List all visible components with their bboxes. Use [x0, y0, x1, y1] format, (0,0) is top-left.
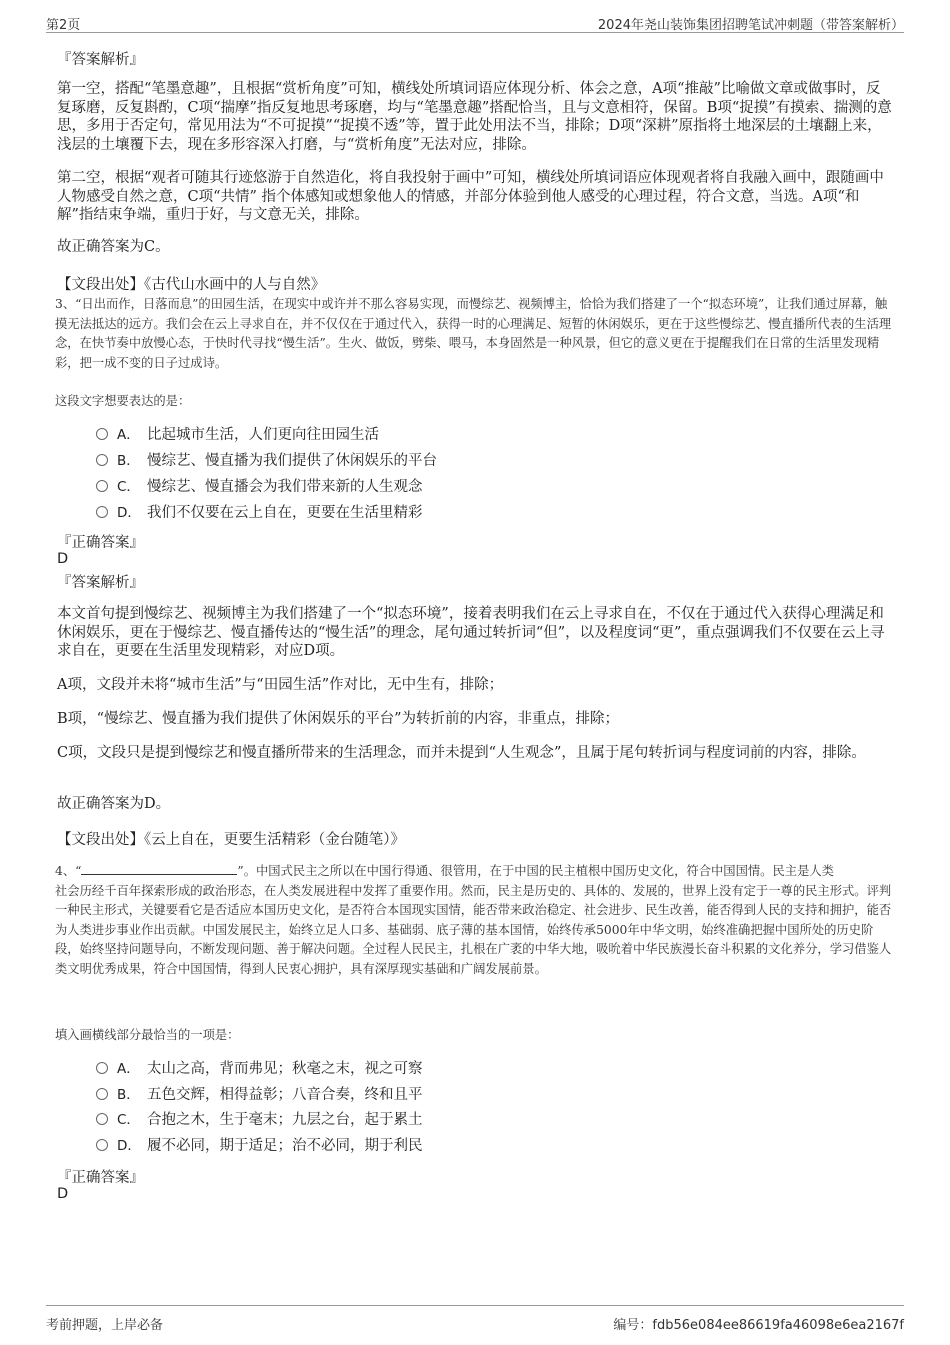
option-letter: A． [117, 427, 140, 443]
option-letter: D． [117, 505, 141, 521]
option-letter: D． [117, 1138, 141, 1154]
source-citation: 【文段出处】《云上自在，更要生活精彩（金台随笔）》 [57, 832, 405, 848]
option-c[interactable] [96, 477, 423, 497]
radio-icon[interactable] [96, 454, 108, 466]
analysis-tag: 『答案解析』 [57, 52, 144, 68]
stem-prefix: 4、“ [55, 864, 82, 878]
document-id: 编号：fdb56e084ee86619fa46098e6ea2167f [613, 1318, 904, 1333]
analysis-paragraph: 第二空，根据“观者可随其行迹悠游于自然造化，将自我投射于画中”可知，横线处所填词语应体现观者将自我融入画中，跟随画中人物感受自然之意，C项“共情” 指个体感知或想象他人的情感，并部分体验到他人感受的心理过程，符合文意，当选。A项“和解”指结束争端，重归于好，与文意无关，排除。 [57, 170, 884, 223]
option-text: 履不必同，期于适足；治不必同，期于利民 [147, 1138, 423, 1154]
analysis-paragraph: C项，文段只是提到慢综艺和慢直播所带来的生活理念，而并未提到“人生观念”，且属于尾句转折词与程度词前的内容，排除。 [57, 745, 866, 761]
radio-icon[interactable] [96, 480, 108, 492]
option-text: 慢综艺、慢直播会为我们带来新的人生观念 [147, 479, 423, 495]
option-text: 太山之高，背而弗见；秋毫之末，视之可察 [147, 1061, 423, 1077]
option-letter: C． [117, 479, 140, 495]
option-text: 慢综艺、慢直播为我们提供了休闲娱乐的平台 [147, 453, 437, 469]
option-d[interactable] [96, 1136, 423, 1156]
option-letter: B． [117, 1087, 140, 1103]
option-letter: A． [117, 1061, 140, 1077]
option-letter: C． [117, 1112, 140, 1128]
radio-icon[interactable] [96, 1139, 108, 1151]
option-text: 我们不仅要在云上自在，更要在生活里精彩 [147, 505, 423, 521]
option-letter: B． [117, 453, 140, 469]
fill-blank [81, 862, 237, 875]
option-text: 五色交辉，相得益彰；八音合奏，终和且平 [147, 1087, 423, 1103]
stem-first-line: ”。中国式民主之所以在中国行得通、很管用，在于中国的民主植根中国历史文化，符合中国国情。民主是人类 [237, 864, 834, 878]
radio-icon[interactable] [96, 428, 108, 440]
stem-body: 社会历经千百年探索形成的政治形态，在人类发展进程中发挥了重要作用。然而，民主是历史的、具体的、发展的，世界上没有定于一尊的民主形式。评判一种民主形式，关键要看它是否适应本国历史文化，是否符合本国现实国情，能否带来政治稳定、社会进步、民生改善，能否得到人民的支持和拥护，能否为人类进步事业作出贡献。中国发展民主，始终立足人口多、基础弱、底子薄的基本国情，始终传承5000年中华文明，始终准确把握中国所处的历史阶段，始终坚持问题导向，不断发现问题、善于解决问题。全过程人民民主，扎根在广袤的中华大地，吸吮着中华民族漫长奋斗积累的文化养分，学习借鉴人类文明优秀成果，符合中国国情，得到人民衷心拥护，具有深厚现实基础和广阔发展前景。 [55, 883, 892, 976]
source-citation: 【文段出处】《古代山水画中的人与自然》 [57, 277, 326, 293]
question-stem [55, 862, 897, 979]
analysis-tag: 『答案解析』 [57, 575, 144, 591]
analysis-paragraph: 第一空，搭配“笔墨意趣”，且根据“赏析角度”可知，横线处所填词语应体现分析、体会之意，A项“推敲”比喻做文章或做事时，反复琢磨，反复斟酌，C项“揣摩”指反复地思考琢磨，均与“笔墨意趣”搭配恰当，且与文意相符，保留。B项“捉摸”有摸索、揣测的意思，多用于否定句，常见用法为“不可捉摸”“捉摸不透”等，置于此处用法不当，排除；D项“深耕”原指将土地深层的土壤翻上来，浅层的土壤覆下去，现在多形容深入打磨，与“赏析角度”无法对应，排除。 [57, 81, 892, 153]
option-text: 合抱之木，生于毫末；九层之台，起于累土 [147, 1112, 423, 1128]
document-title: 2024年尧山装饰集团招聘笔试冲刺题（带答案解析） [597, 18, 904, 33]
radio-icon[interactable] [96, 1088, 108, 1100]
question-prompt: 填入画横线部分最恰当的一项是： [55, 1028, 240, 1042]
radio-icon[interactable] [96, 506, 108, 518]
radio-icon[interactable] [96, 1062, 108, 1074]
option-a[interactable] [96, 1059, 423, 1079]
option-b[interactable] [96, 451, 437, 471]
page-number: 第2页 [46, 18, 81, 33]
option-b[interactable] [96, 1085, 423, 1105]
question-prompt: 这段文字想要表达的是： [55, 394, 191, 408]
answer-tag: 『正确答案』 [57, 535, 144, 551]
analysis-paragraph: 本文首句提到慢综艺、视频博主为我们搭建了一个“拟态环境”，接着表明我们在云上寻求自在，不仅在于通过代入获得心理满足和休闲娱乐，更在于慢综艺、慢直播传达的“慢生活”的理念，尾句通过转折词“但”，以及程度词“更”，重点强调我们不仅要在云上寻求自在，更要在生活里发现精彩，对应D项。 [57, 606, 885, 659]
analysis-paragraph: A项，文段并未将“城市生活”与“田园生活”作对比，无中生有，排除； [57, 677, 504, 693]
footer-slogan: 考前押题，上岸必备 [46, 1318, 164, 1333]
option-a[interactable] [96, 425, 379, 445]
conclusion: 故正确答案为C。 [57, 239, 170, 255]
answer-tag: 『正确答案』 [57, 1170, 144, 1186]
page-header [46, 10, 904, 33]
question-stem: 3、“日出而作，日落而息”的田园生活，在现实中或许并不那么容易实现，而慢综艺、视频博主，恰恰为我们搭建了一个“拟态环境”，让我们通过屏幕，触摸无法抵达的远方。我们会在云上寻求自在，并不仅仅在于通过代入，获得一时的心理满足、短暂的休闲娱乐，更在于这些慢综艺、慢直播所代表的生活理念，在快节奏中放慢心态，于快时代寻找“慢生活”。生火、做饭，劈柴、喂马，本身固然是一种风景，但它的意义更在于提醒我们在日常的生活里发现精彩，把一成不变的日子过成诗。 [55, 297, 892, 370]
option-text: 比起城市生活，人们更向往田园生活 [147, 427, 379, 443]
analysis-paragraph: B项，“慢综艺、慢直播为我们提供了休闲娱乐的平台”为转折前的内容，非重点，排除； [57, 711, 619, 727]
option-d[interactable] [96, 503, 423, 523]
conclusion: 故正确答案为D。 [57, 796, 171, 812]
correct-answer: D [57, 1186, 69, 1202]
correct-answer: D [57, 551, 69, 567]
page-footer [46, 1305, 904, 1332]
radio-icon[interactable] [96, 1113, 108, 1125]
option-c[interactable] [96, 1110, 423, 1130]
